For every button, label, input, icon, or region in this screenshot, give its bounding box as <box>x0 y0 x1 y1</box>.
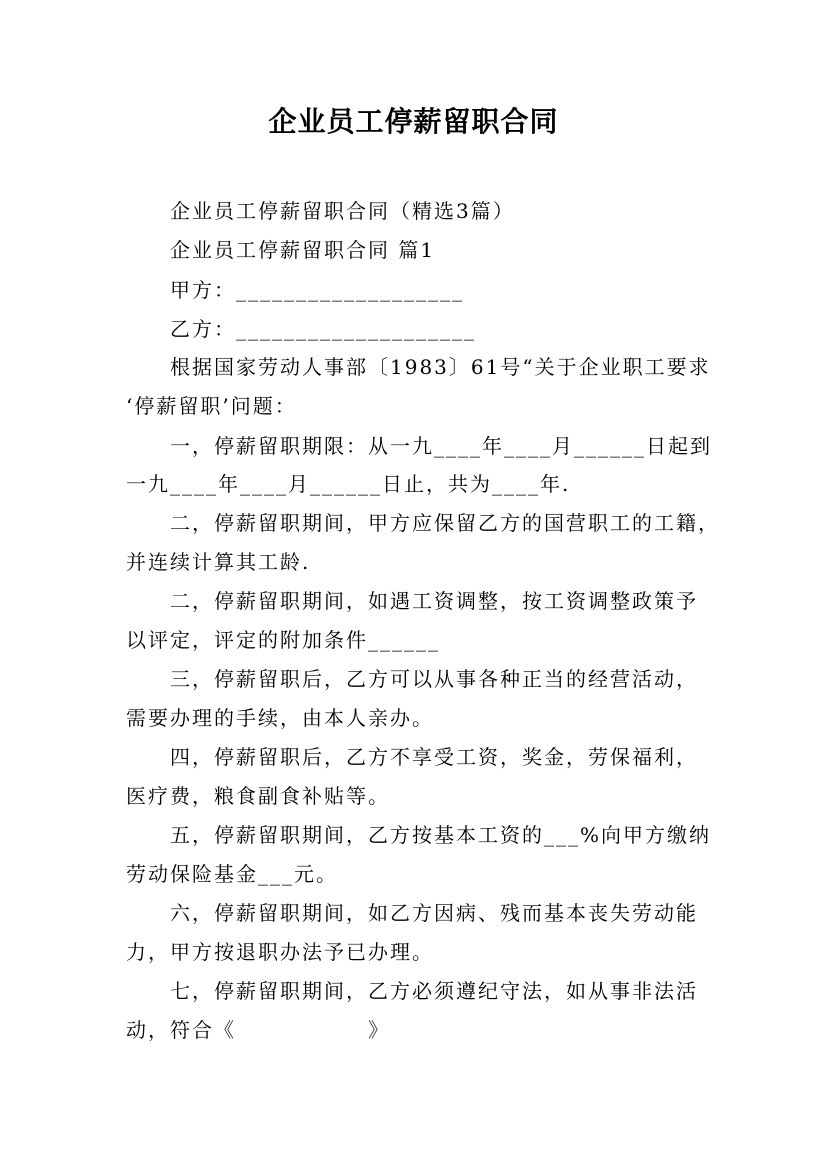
paragraph-line: 力，甲方按退职办法予已办理。 <box>126 940 434 964</box>
paragraph-line: 五，停薪留职期间，乙方按基本工资的___%向甲方缴纳 <box>170 823 712 847</box>
paragraph-line: 二，停薪留职期间，甲方应保留乙方的国营职工的工籍， <box>170 511 720 535</box>
paragraph-line: 劳动保险基金___元。 <box>126 862 338 886</box>
paragraph-line: 需要办理的手续，由本人亲办。 <box>126 706 434 730</box>
paragraph-line: 根据国家劳动人事部〔1983〕61号“关于企业职工要求 <box>170 355 711 379</box>
paragraph-line: 四，停薪留职后，乙方不享受工资，奖金，劳保福利， <box>170 745 698 769</box>
paragraph-line: 并连续计算其工龄. <box>126 550 311 574</box>
paragraph-line: 六，停薪留职期间，如乙方因病、残而基本丧失劳动能 <box>170 901 698 925</box>
party-b-line: 乙方：____________________ <box>170 317 476 341</box>
document-title: 企业员工停薪留职合同 <box>268 105 559 138</box>
paragraph-line: 医疗费，粮食副食补贴等。 <box>126 784 390 808</box>
paragraph-line: 一九____年____月______日止，共为____年. <box>126 472 571 496</box>
paragraph-line: 动，符合《 》 <box>126 1018 390 1042</box>
paragraph-line: 二，停薪留职期间，如遇工资调整，按工资调整政策予 <box>170 589 698 613</box>
paragraph-line: 七，停薪留职期间，乙方必须遵纪守法，如从事非法活 <box>170 979 698 1003</box>
subtitle-line: 企业员工停薪留职合同（精选3篇） <box>170 199 515 223</box>
paragraph-line: 一，停薪留职期限：从一九____年____月______日起到 <box>170 434 712 458</box>
paragraph-line: ‘停薪留职’问题： <box>126 394 297 418</box>
paragraph-line: 三，停薪留职后，乙方可以从事各种正当的经营活动， <box>170 667 698 691</box>
party-a-line: 甲方：___________________ <box>170 278 464 302</box>
paragraph-line: 以评定，评定的附加条件______ <box>126 628 440 652</box>
section-heading: 企业员工停薪留职合同 篇1 <box>170 238 436 262</box>
